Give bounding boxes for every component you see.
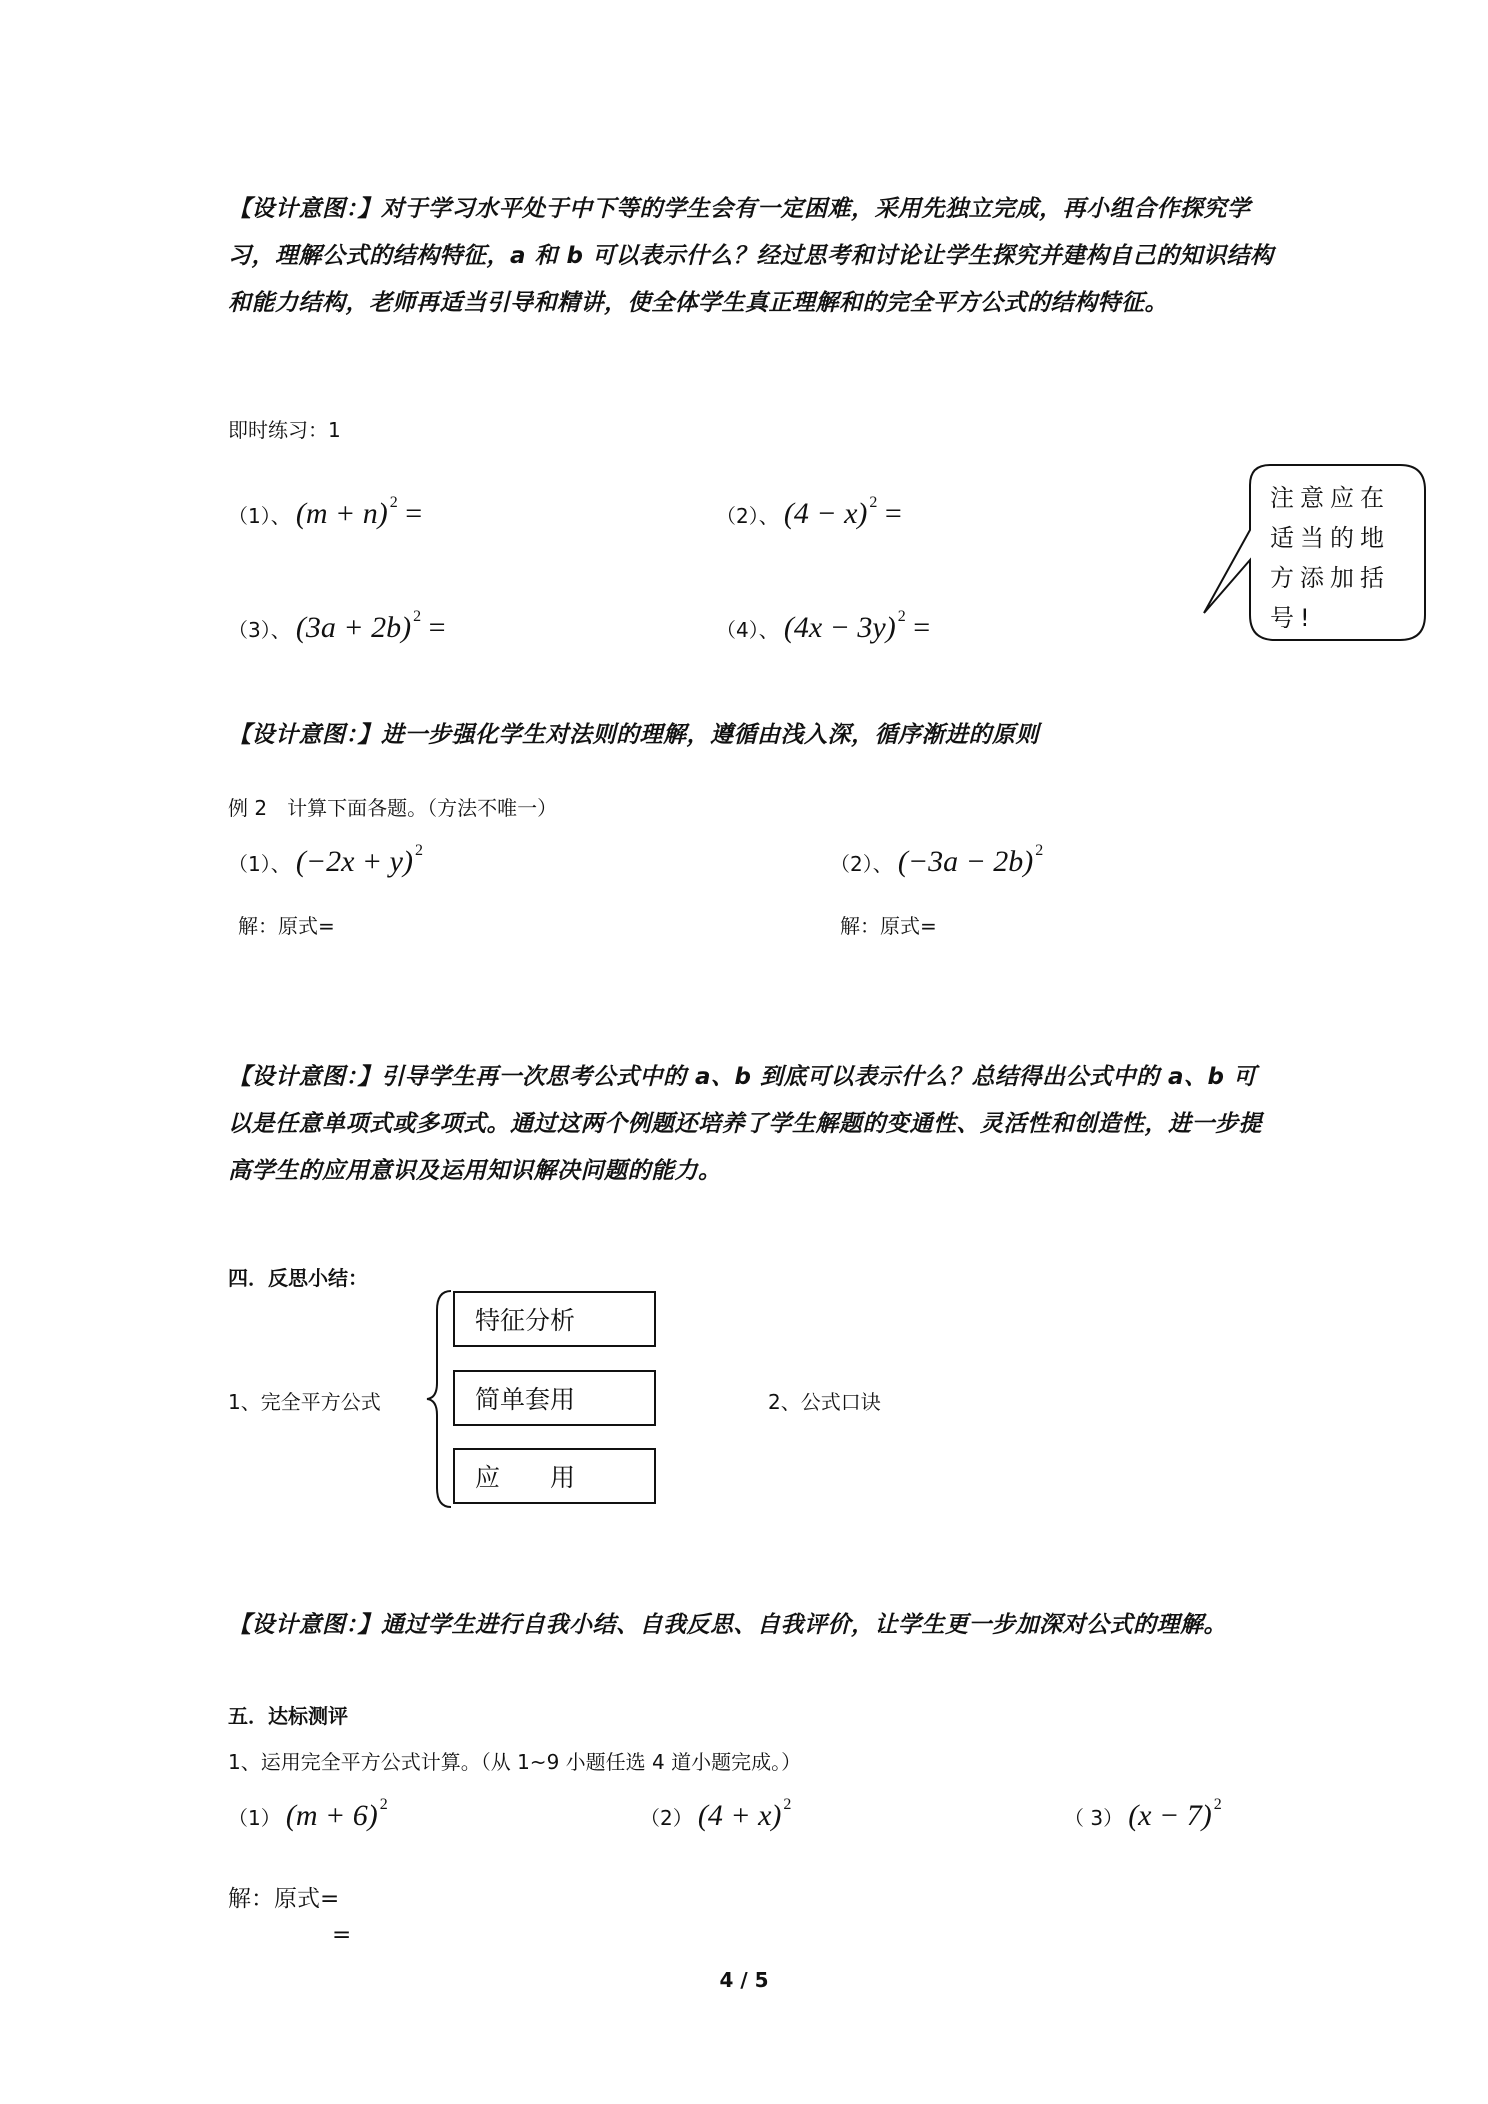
summary-box-simple-apply: 简单套用 <box>453 1370 656 1426</box>
math-expression: (m + n) $^2$ = <box>295 494 423 530</box>
practice-item-4 <box>716 608 930 645</box>
test-item-3 <box>1064 1796 1222 1833</box>
item-number: （2） <box>640 1806 693 1830</box>
item-number: （4）、 <box>716 618 779 642</box>
design-intent-1: 【设计意图：】对于学习水平处于中下等的学生会有一定困难，采用先独立完成，再小组合作探究学习，理解公式的结构特征，a 和 b 可以表示什么？经过思考和讨论让学生探究并建构自己的知识结构和能力结构，老师再适当引导和精讲，使全体学生真正理解和的完全平方公式的结构特征。 <box>228 196 1274 316</box>
example-solution-1: 解：原式= <box>238 914 335 938</box>
summary-box-feature-analysis: 特征分析 <box>453 1291 656 1347</box>
design-intent-3: 【设计意图：】引导学生再一次思考公式中的 a、b 到底可以表示什么？总结得出公式中的 a、b 可以是任意单项式或多项式。通过这两个例题还培养了学生解题的变通性、灵活性和创造性，进一步提高学生的应用意识及运用知识解决问题的能力。 <box>228 1064 1262 1184</box>
item-number: （1）、 <box>228 504 291 528</box>
item-number: （2）、 <box>716 504 779 528</box>
design-intent-4: 【设计意图：】通过学生进行自我小结、自我反思、自我评价，让学生更一步加深对公式的理解。 <box>228 1612 1227 1638</box>
design-intent-2: 【设计意图：】进一步强化学生对法则的理解，遵循由浅入深，循序渐进的原则 <box>228 722 1039 748</box>
summary-box-application: 应 用 <box>453 1448 656 1504</box>
math-expression: (4 − x) $^2$ = <box>783 494 902 530</box>
test-instruction: 1、运用完全平方公式计算。（从 1~9 小题任选 4 道小题完成。） <box>228 1750 802 1774</box>
math-expression: (−3a − 2b) $^2$ <box>897 842 1044 878</box>
summary-right-label: 2、公式口诀 <box>768 1390 881 1414</box>
test-solution-continuation: = <box>332 1922 352 1948</box>
example-2-title: 例 2 计算下面各题。（方法不唯一） <box>228 796 558 820</box>
item-number: （1）、 <box>228 852 291 876</box>
math-expression: (4x − 3y) $^2$ = <box>783 608 931 644</box>
callout-text: 注意应在适当的地方添加括号! <box>1270 484 1390 628</box>
test-heading: 五．达标测评 <box>228 1704 348 1728</box>
practice-item-2 <box>716 494 902 531</box>
math-expression: (m + 6) $^2$ <box>285 1796 388 1832</box>
math-expression: (4 + x) $^2$ <box>697 1796 792 1832</box>
item-number: （1） <box>228 1806 281 1830</box>
practice-item-3 <box>228 608 445 645</box>
practice-item-1 <box>228 494 422 531</box>
practice-label: 即时练习：1 <box>228 418 341 442</box>
math-expression: (x − 7) $^2$ <box>1128 1796 1222 1832</box>
test-item-1 <box>228 1796 388 1833</box>
summary-heading: 四．反思小结： <box>228 1266 368 1290</box>
example-solution-2: 解：原式= <box>840 914 937 938</box>
item-number: （2）、 <box>830 852 893 876</box>
example-item-1 <box>228 842 423 879</box>
curly-brace-icon <box>425 1288 455 1510</box>
page-number: 4 / 5 <box>719 1968 769 1992</box>
test-item-2 <box>640 1796 791 1833</box>
math-expression: (−2x + y) $^2$ <box>295 842 423 878</box>
summary-left-label: 1、完全平方公式 <box>228 1390 381 1414</box>
test-solution: 解：原式= <box>228 1886 340 1912</box>
item-number: （ 3） <box>1064 1806 1124 1830</box>
item-number: （3）、 <box>228 618 291 642</box>
math-expression: (3a + 2b) $^2$ = <box>295 608 446 644</box>
example-item-2 <box>830 842 1043 879</box>
